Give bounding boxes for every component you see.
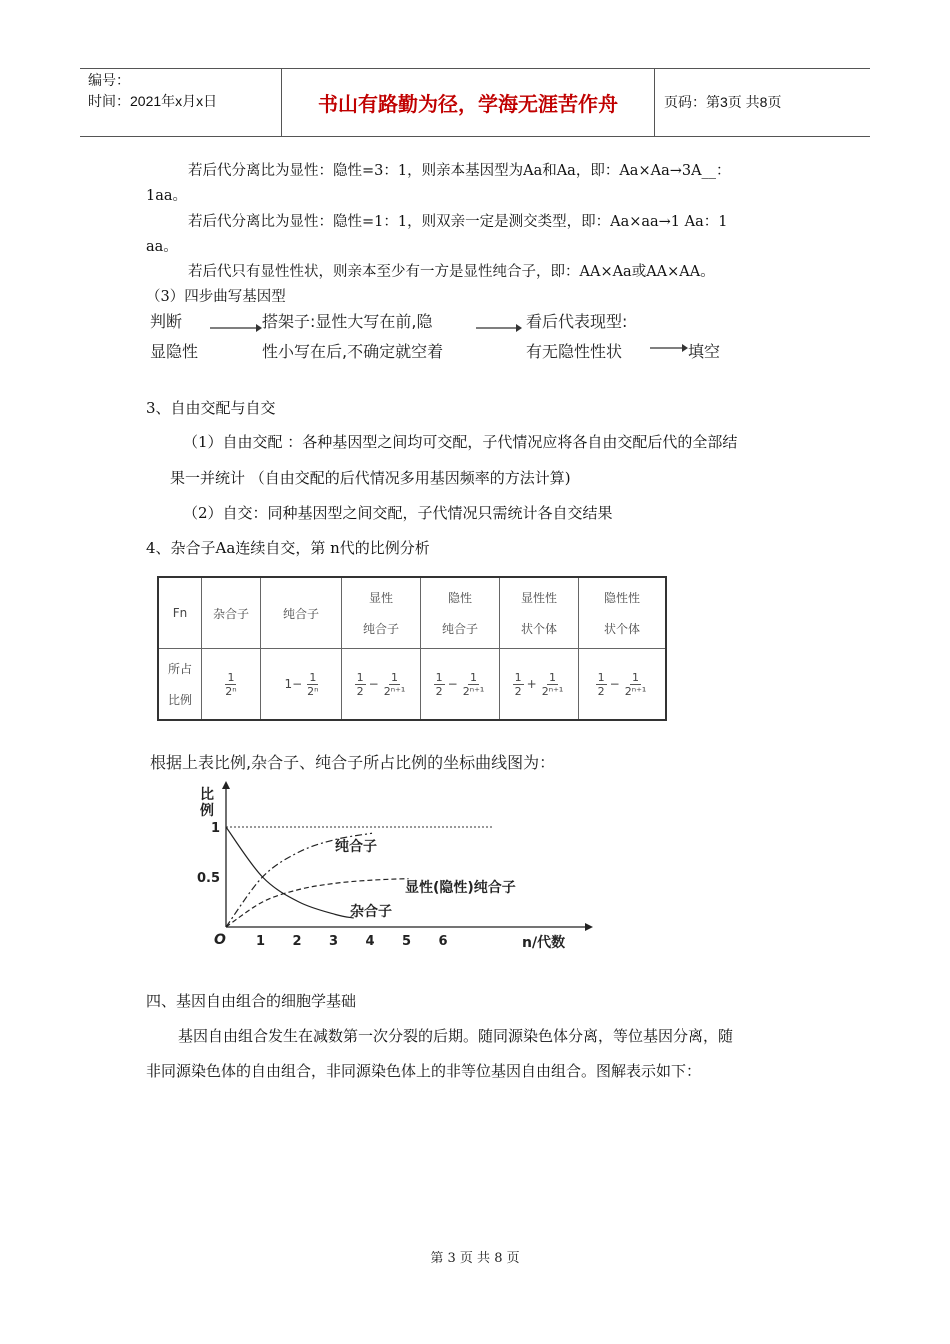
header-recessive-phenotype: 隐性性 状个体 [579, 577, 667, 649]
series-label-1: 显性(隐性)纯合子 [405, 880, 516, 896]
x-tick-label: 5 [401, 934, 412, 949]
ratio-3-1-cont: 1aa。 [146, 188, 188, 204]
header-heterozygote: 杂合子 [202, 577, 261, 649]
section-four-para-cont: 非同源染色体的自由组合，非同源染色体上的非等位基因自由组合。图解表示如下： [146, 1062, 702, 1080]
cell-recessive-phenotype: $\frac{1}{2}$ − $\frac{1}{\text{2ⁿ⁺¹}}$ [579, 649, 667, 721]
header-homozygote: 纯合子 [261, 577, 342, 649]
header-dominant-phenotype: 显性性 状个体 [500, 577, 579, 649]
ratio-1-1-line: 若后代分离比为显性：隐性=1：1，则双亲一定是测交类型，即：Aa×aa→1 Aa：1 [188, 214, 728, 230]
ratio-3-1-line: 若后代分离比为显性：隐性=3：1，则亲本基因型为Aa和Aa，即：Aa×Aa→3A__： [188, 163, 731, 179]
free-mating-item1: （1）自由交配 ：各种基因型之间均可交配，子代情况应将各自由交配后代的全部结 [183, 433, 738, 451]
y-axis-arrow [222, 781, 230, 789]
x-tick-label: 3 [328, 934, 339, 949]
table-corner: Fn [158, 577, 202, 649]
free-mating-title: 3、自由交配与自交 [146, 399, 276, 417]
header-page-label: 页码：第3页 共8页 [664, 94, 782, 110]
header-bottom-rule [80, 136, 870, 137]
y-axis-label-char: 比 [200, 787, 214, 803]
x-tick-label: 2 [292, 934, 302, 949]
y-axis-label-char: 例 [200, 803, 214, 819]
number-label: 编号： [88, 72, 130, 88]
x-axis-label: n/代数 [522, 935, 566, 951]
cell-heterozygote: $\frac{1}{\text{2ⁿ}}$ [202, 649, 261, 721]
x-tick-label: 4 [365, 934, 375, 949]
row-label: 所占 比例 [158, 649, 202, 721]
chart-caption: 根据上表比例,杂合子、纯合子所占比例的坐标曲线图为： [150, 753, 556, 772]
series-label-0: 纯合子 [335, 839, 377, 855]
header-meta [88, 70, 217, 112]
y-tick-label: 0.5 [196, 871, 220, 886]
header-dominant-homozygote: 显性 纯合子 [342, 577, 421, 649]
table-header-row [158, 577, 666, 649]
flow-step-fill: 填空 [688, 342, 721, 361]
flow-step-scaffold: 搭架子:显性大写在前,隐 性小写在后,不确定就空着 [262, 312, 444, 361]
section4-title: 4、杂合子Aa连续自交，第 n代的比例分析 [146, 539, 430, 557]
x-tick-label: 6 [438, 934, 448, 949]
flow-arrow-2 [476, 322, 522, 334]
y-tick-label: 1 [210, 821, 220, 836]
four-steps-title: （3）四步曲写基因型 [146, 289, 286, 305]
ratio-1-1-cont: aa。 [146, 239, 178, 255]
header-motto: 书山有路勤为径，学海无涯苦作舟 [318, 91, 618, 116]
free-mating-item1-cont: 果一并统计 （自由交配的后代情况多用基因频率的方法计算) [170, 469, 571, 487]
flow-arrow-1 [210, 322, 262, 334]
ratio-curve-chart [180, 775, 600, 960]
generation-ratio-table [157, 576, 667, 721]
x-axis-arrow [585, 923, 593, 931]
table-ratio-row [158, 649, 666, 721]
header-divider-right [654, 68, 655, 136]
origin-label: O [214, 932, 226, 948]
selfing-item2: （2）自交：同种基因型之间交配，子代情况只需统计各自交结果 [183, 504, 613, 522]
cell-recessive-homozygote: $\frac{1}{2}$ − $\frac{1}{\text{2ⁿ⁺¹}}$ [421, 649, 500, 721]
cell-homozygote: 1− $\frac{1}{\text{2ⁿ}}$ [261, 649, 342, 721]
date-label: 时间：2021年x月x日 [88, 93, 218, 109]
cell-dominant-phenotype: $\frac{1}{2}$ + $\frac{1}{\text{2ⁿ⁺¹}}$ [500, 649, 579, 721]
flow-step-judge: 判断 显隐性 [150, 312, 199, 361]
page-footer: 第 3 页 共 8 页 [430, 1251, 520, 1266]
dominant-only-line: 若后代只有显性性状，则亲本至少有一方是显性纯合子，即：AA×Aa或AA×AA。 [188, 264, 715, 280]
x-tick-label: 1 [255, 934, 266, 949]
flow-arrow-3 [650, 342, 688, 354]
flow-step-observe: 看后代表现型: 有无隐性性状 [526, 312, 628, 361]
series-label-2: 杂合子 [350, 904, 392, 920]
header-recessive-homozygote: 隐性 纯合子 [421, 577, 500, 649]
section-four-para: 基因自由组合发生在减数第一次分裂的后期。随同源染色体分离，等位基因分离，随 [178, 1027, 734, 1045]
section-four-title: 四、基因自由组合的细胞学基础 [146, 992, 357, 1010]
cell-dominant-homozygote: $\frac{1}{2}$ − $\frac{1}{\text{2ⁿ⁺¹}}$ [342, 649, 421, 721]
